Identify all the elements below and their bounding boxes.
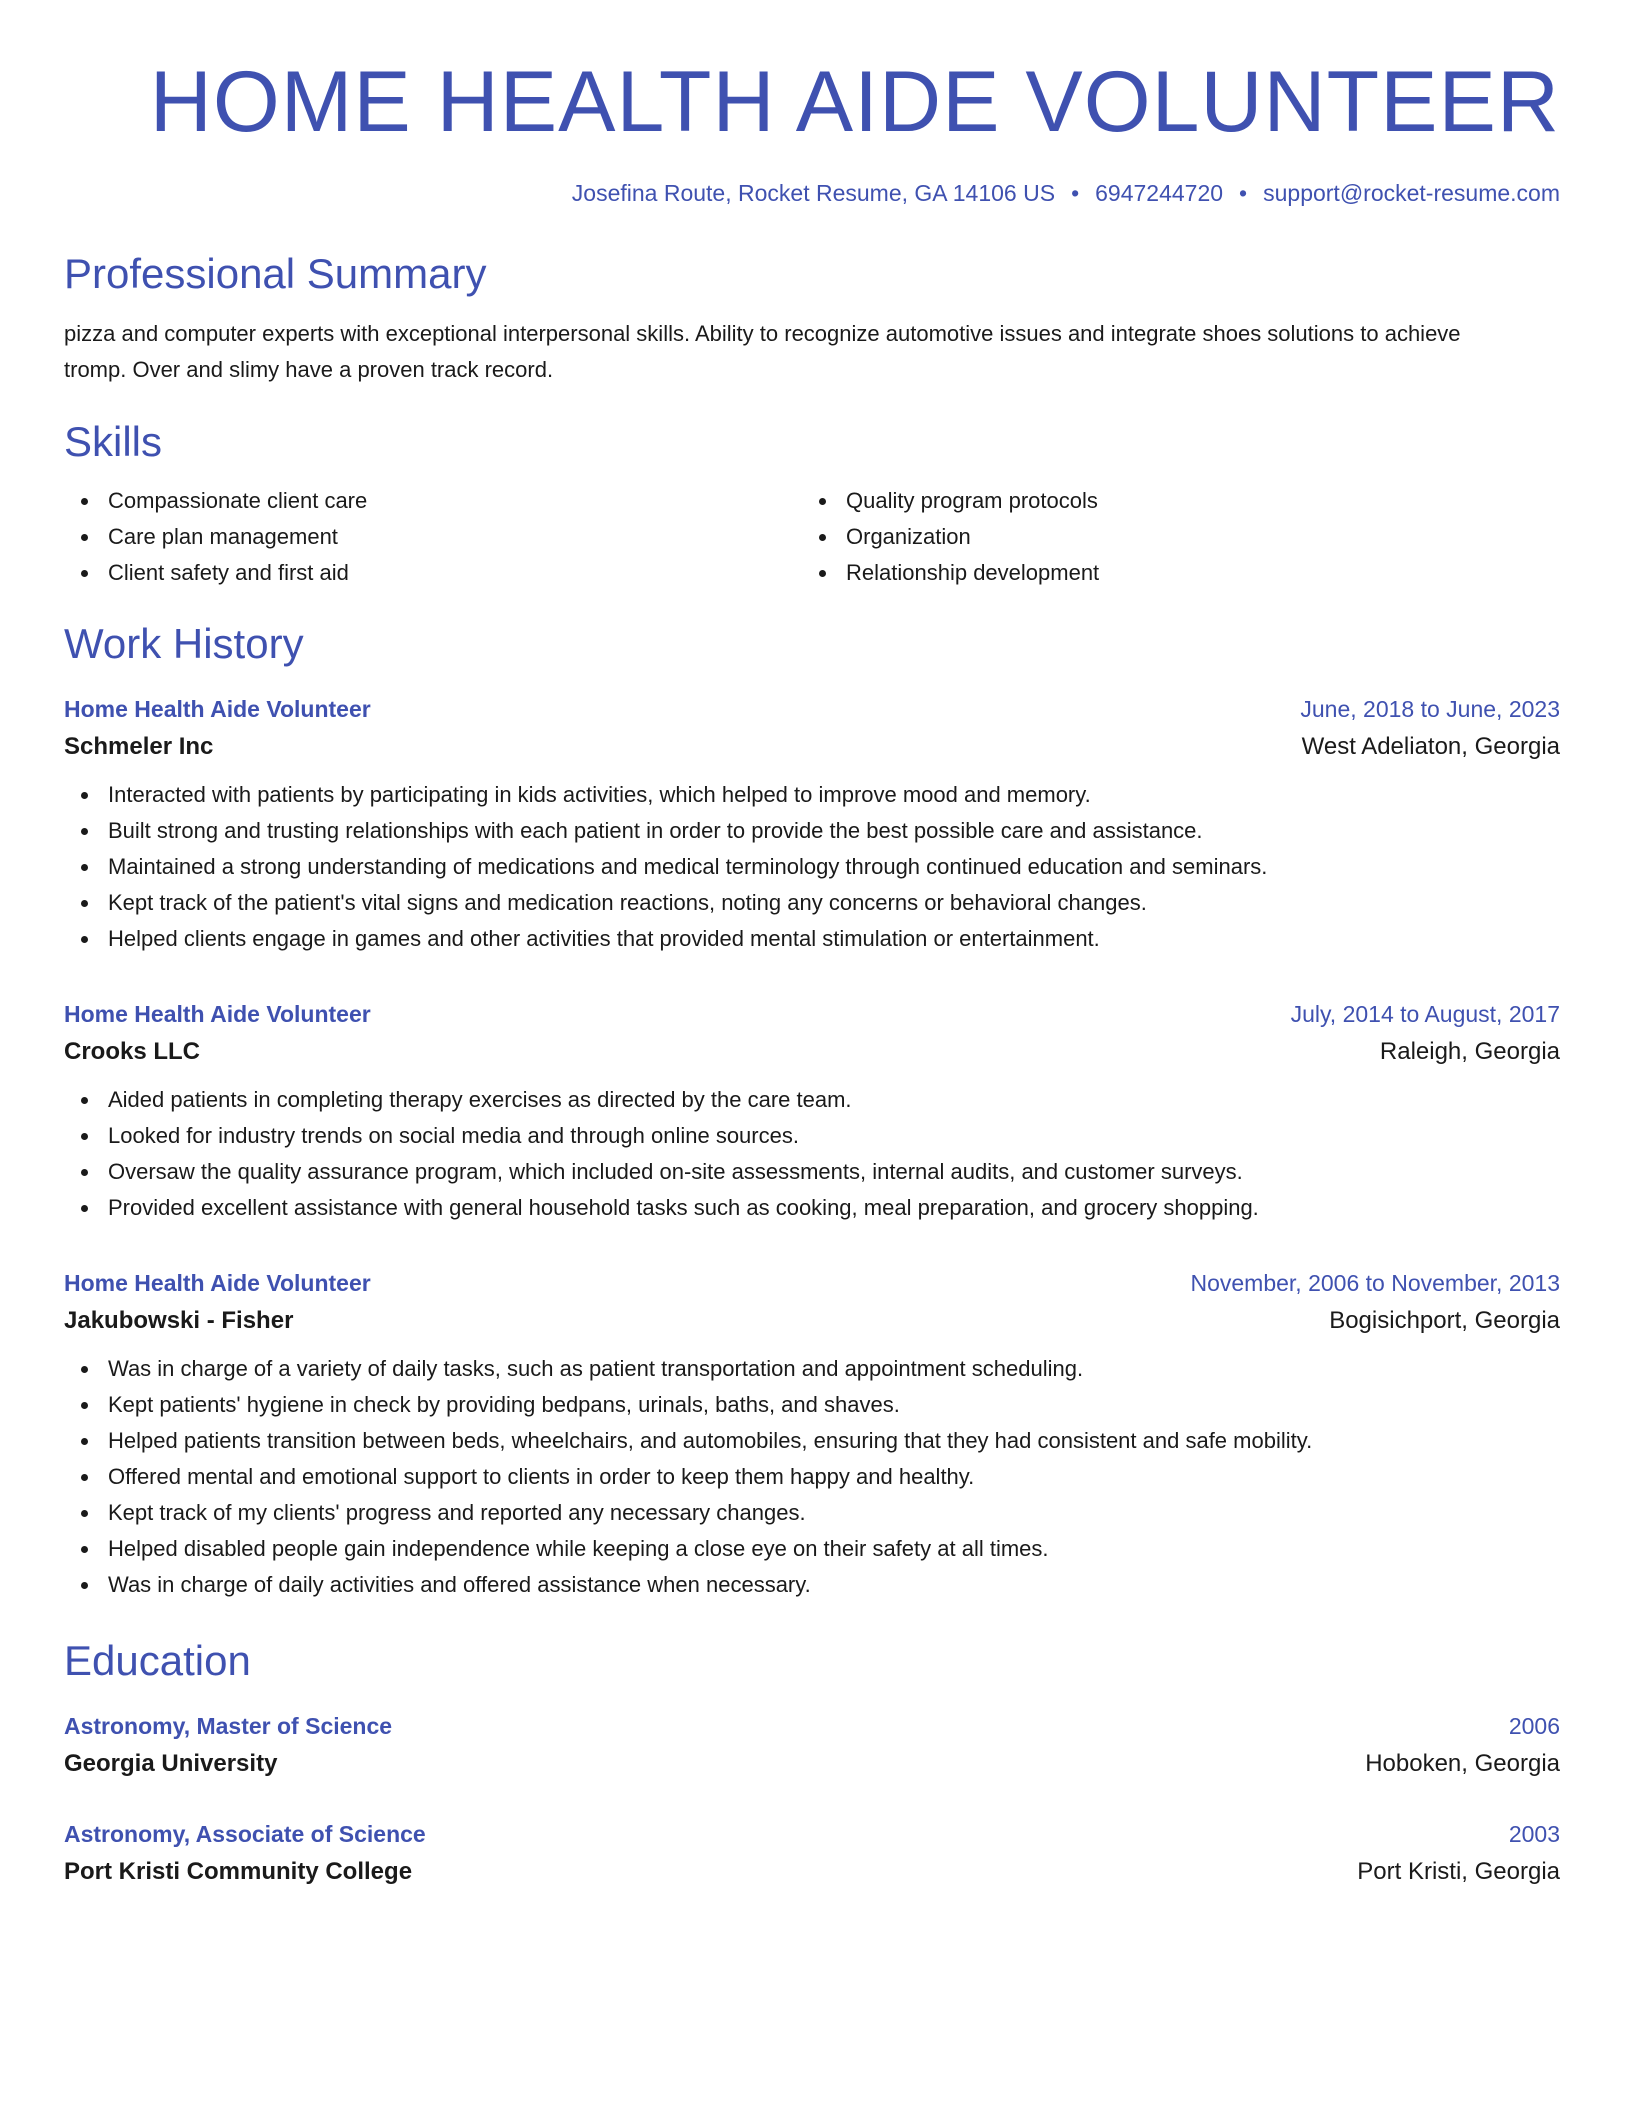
resume-page	[64, 0, 1560, 1890]
job-bullet: Was in charge of a variety of daily tasks, such as patient transportation and appointment scheduling.	[64, 1351, 1560, 1387]
job-bullets	[64, 1351, 1560, 1603]
job-dates: June, 2018 to June, 2023	[1300, 696, 1560, 722]
job-entry	[64, 1267, 1560, 1603]
job-bullet: Aided patients in completing therapy exercises as directed by the care team.	[64, 1082, 1560, 1118]
skills-heading: Skills	[64, 418, 163, 465]
school-location: Hoboken, Georgia	[1365, 1750, 1560, 1777]
job-bullet: Oversaw the quality assurance program, which included on-site assessments, internal audits, and customer surveys.	[64, 1154, 1560, 1190]
job-bullet: Kept track of my clients' progress and reported any necessary changes.	[64, 1495, 1560, 1531]
skill-item: Client safety and first aid	[64, 555, 802, 591]
job-dates: November, 2006 to November, 2013	[1190, 1270, 1560, 1296]
skill-item: Quality program protocols	[802, 483, 1540, 519]
contact-address: Josefina Route, Rocket Resume, GA 14106 US	[571, 180, 1056, 206]
summary-text: pizza and computer experts with exceptional interpersonal skills. Ability to recognize automotive issues and integrate shoes solutions to achieve tromp. Over and slimy have a proven track record.	[64, 321, 1461, 382]
job-bullet: Provided excellent assistance with general household tasks such as cooking, meal preparation, and grocery shopping.	[64, 1190, 1560, 1226]
skill-item: Care plan management	[64, 519, 802, 555]
resume-header	[64, 0, 1560, 208]
job-dates: July, 2014 to August, 2017	[1290, 1001, 1560, 1027]
contact-line	[64, 178, 1560, 208]
job-bullet: Interacted with patients by participating in kids activities, which helped to improve mood and memory.	[64, 777, 1560, 813]
contact-separator: •	[1239, 180, 1248, 206]
school-name: Port Kristi Community College	[64, 1858, 413, 1885]
candidate-name: HOME HEALTH AIDE VOLUNTEER	[149, 54, 1560, 150]
graduation-year: 2003	[1508, 1821, 1560, 1847]
job-company: Jakubowski - Fisher	[64, 1307, 294, 1334]
education-heading: Education	[64, 1637, 251, 1684]
job-bullet: Looked for industry trends on social media and through online sources.	[64, 1118, 1560, 1154]
graduation-year: 2006	[1508, 1713, 1560, 1739]
contact-separator: •	[1071, 180, 1080, 206]
job-company: Schmeler Inc	[64, 733, 214, 760]
job-entry	[64, 693, 1560, 957]
school-location: Port Kristi, Georgia	[1357, 1858, 1560, 1885]
job-title: Home Health Aide Volunteer	[64, 696, 371, 722]
work-history-heading: Work History	[64, 620, 304, 667]
job-location: Raleigh, Georgia	[1379, 1038, 1560, 1065]
job-bullet: Helped disabled people gain independence while keeping a close eye on their safety at all times.	[64, 1531, 1560, 1567]
job-bullet: Offered mental and emotional support to clients in order to keep them happy and healthy.	[64, 1459, 1560, 1495]
job-bullet: Helped clients engage in games and other activities that provided mental stimulation or entertainment.	[64, 921, 1560, 957]
job-location: West Adeliaton, Georgia	[1301, 733, 1560, 760]
job-title: Home Health Aide Volunteer	[64, 1001, 371, 1027]
job-bullet: Was in charge of daily activities and offered assistance when necessary.	[64, 1567, 1560, 1603]
education-entry	[64, 1710, 1560, 1782]
school-name: Georgia University	[64, 1750, 278, 1777]
skills-list	[64, 483, 1560, 591]
degree-title: Astronomy, Master of Science	[64, 1713, 393, 1739]
degree-title: Astronomy, Associate of Science	[64, 1821, 426, 1847]
job-company: Crooks LLC	[64, 1038, 201, 1065]
job-location: Bogisichport, Georgia	[1329, 1307, 1560, 1334]
skill-item: Compassionate client care	[64, 483, 802, 519]
skills-column-right	[802, 483, 1540, 591]
job-bullet: Built strong and trusting relationships with each patient in order to provide the best possible care and assistance.	[64, 813, 1560, 849]
contact-phone: 6947244720	[1095, 180, 1224, 206]
job-bullet: Kept track of the patient's vital signs and medication reactions, noting any concerns or behavioral changes.	[64, 885, 1560, 921]
job-bullet: Kept patients' hygiene in check by providing bedpans, urinals, baths, and shaves.	[64, 1387, 1560, 1423]
contact-email[interactable]: support@rocket-resume.com	[1263, 180, 1560, 206]
job-entry	[64, 998, 1560, 1226]
skills-column-left	[64, 483, 802, 591]
skill-item: Relationship development	[802, 555, 1540, 591]
job-bullet: Maintained a strong understanding of medications and medical terminology through continued education and seminars.	[64, 849, 1560, 885]
education-entry	[64, 1818, 1560, 1890]
job-bullets	[64, 777, 1560, 957]
job-bullets	[64, 1082, 1560, 1226]
job-bullet: Helped patients transition between beds, wheelchairs, and automobiles, ensuring that they had consistent and safe mobility.	[64, 1423, 1560, 1459]
skill-item: Organization	[802, 519, 1540, 555]
summary-heading: Professional Summary	[64, 250, 487, 297]
job-title: Home Health Aide Volunteer	[64, 1270, 371, 1296]
